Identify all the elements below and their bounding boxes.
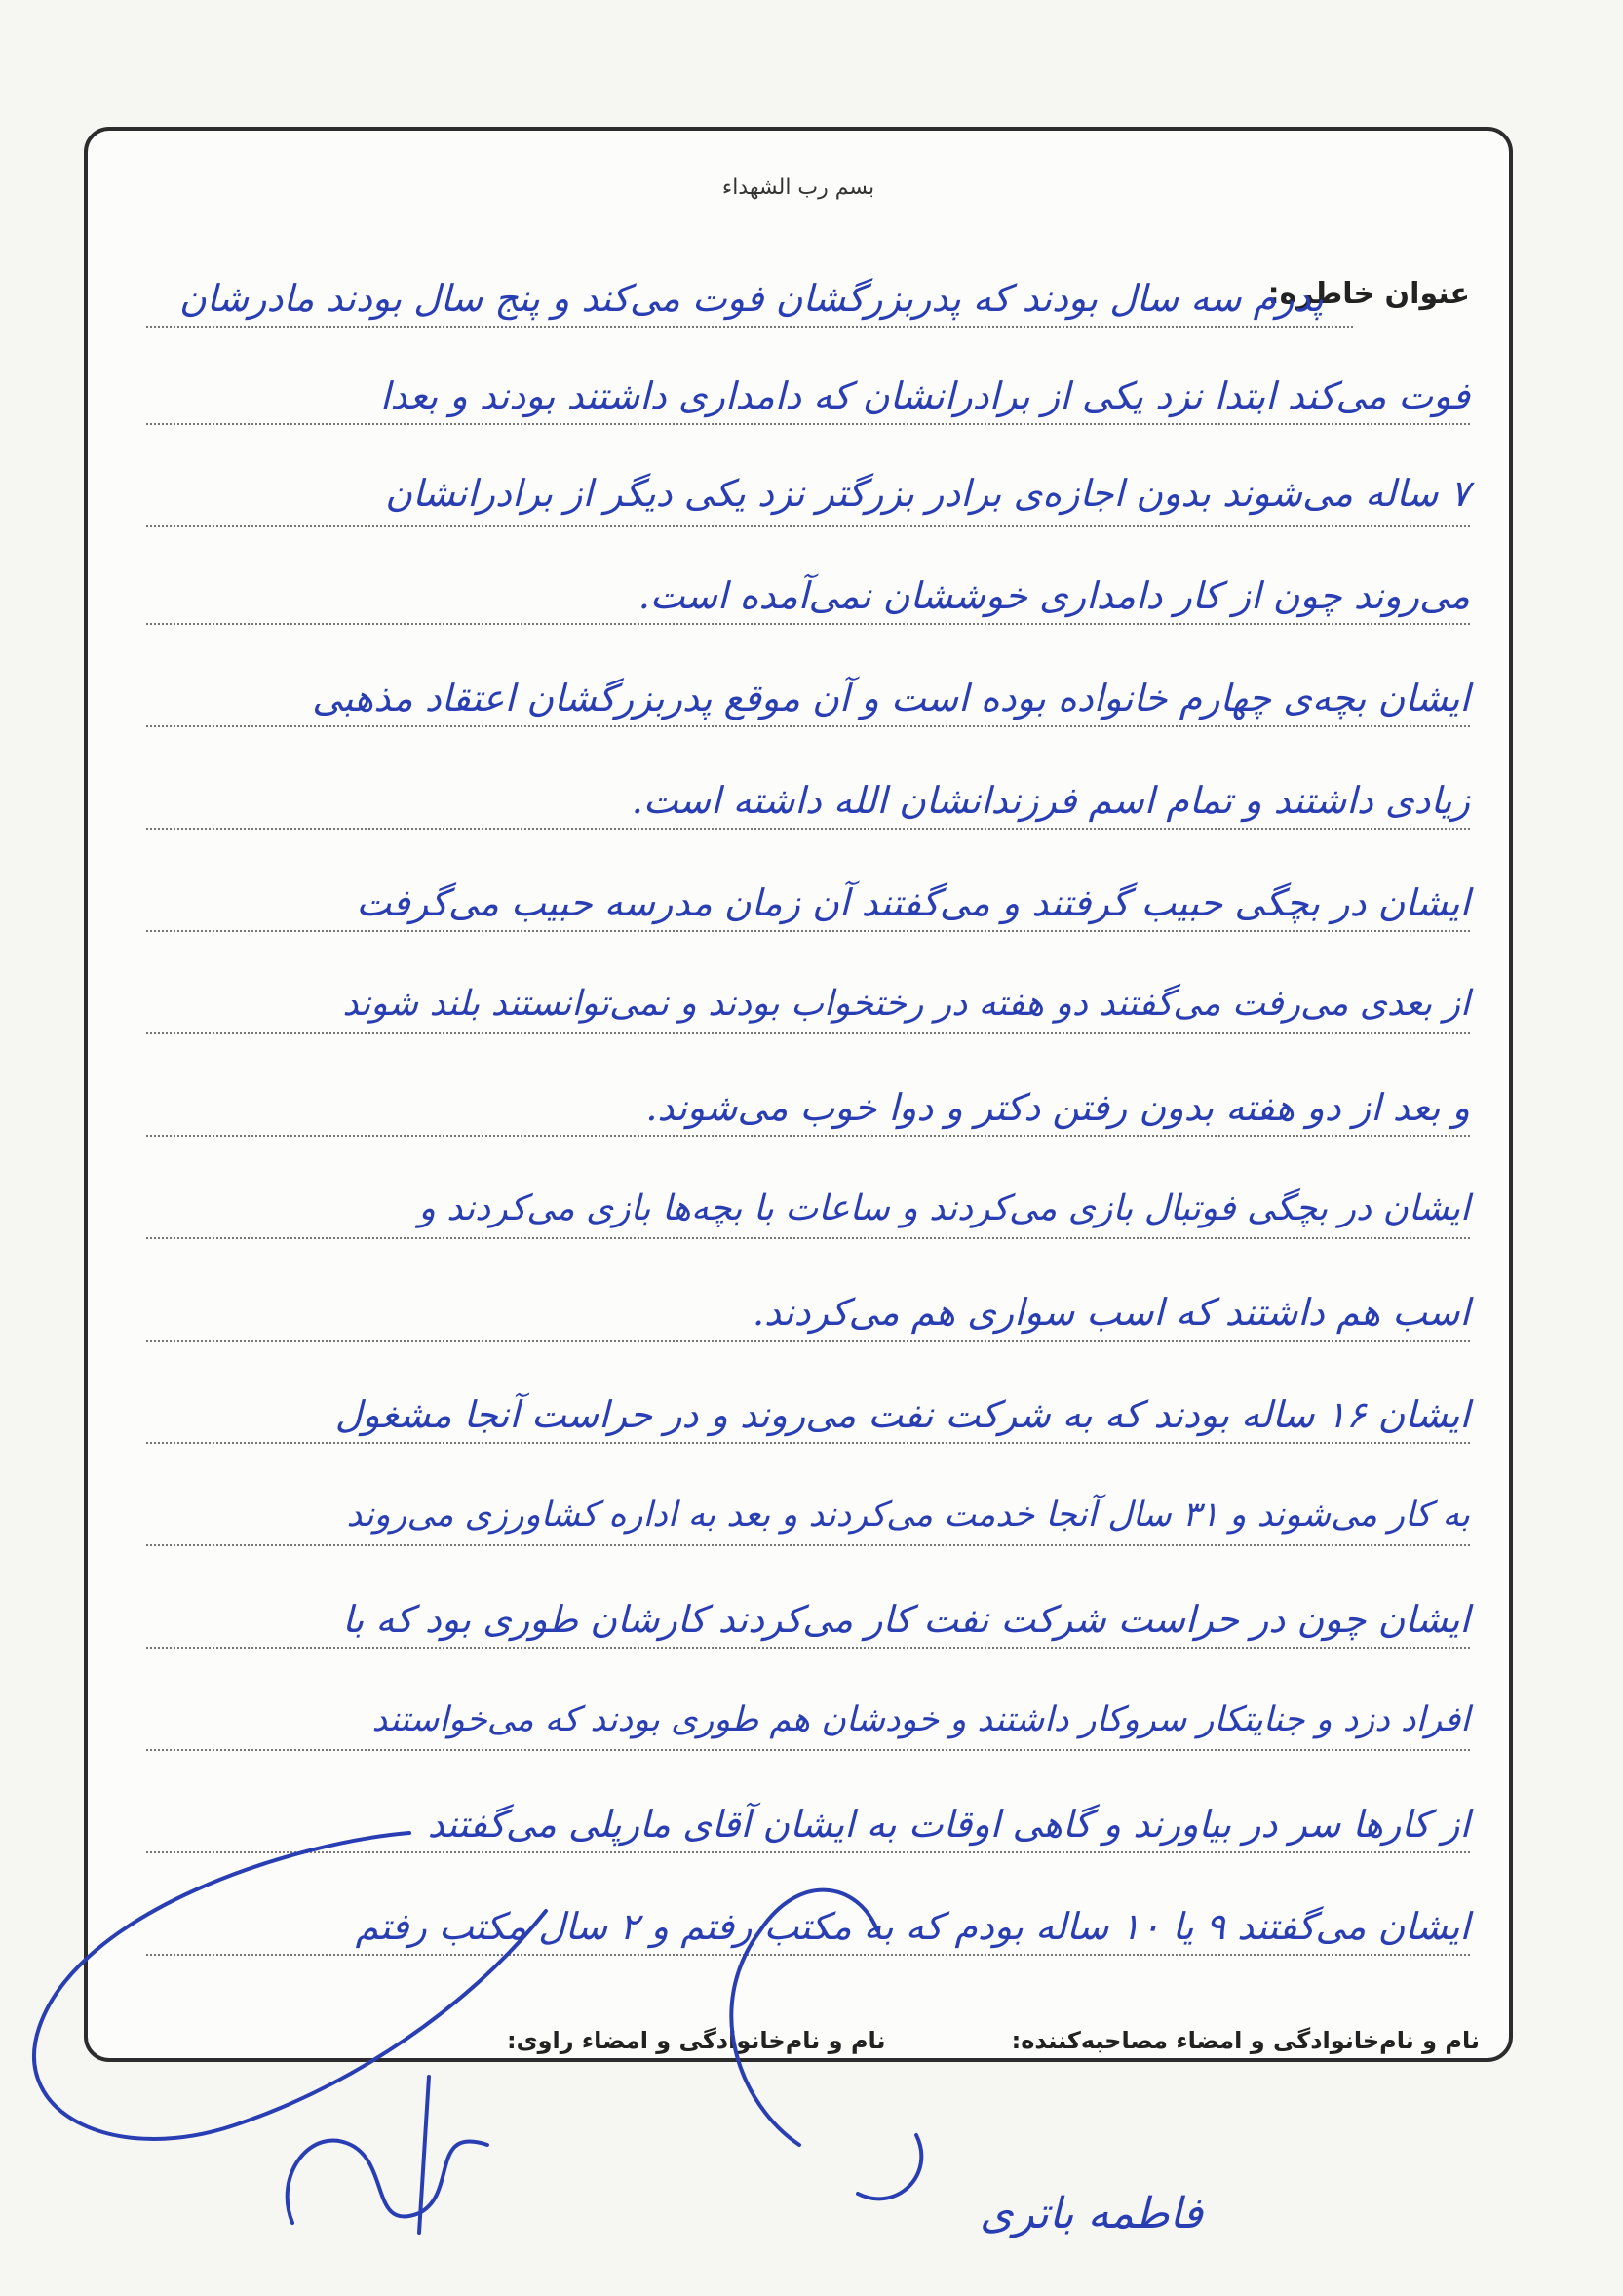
handwritten-line: زیادی داشتند و تمام اسم فرزندانشان الله داشته است. [631, 779, 1470, 822]
handwritten-line: افراد دزد و جنایتکار سروکار داشتند و خودشان هم طوری بودند که می‌خواستند [371, 1700, 1470, 1739]
handwritten-line: ایشان در بچگی حبیب گرفتند و می‌گفتند آن زمان مدرسه حبیب می‌گرفت [356, 881, 1470, 924]
handwritten-line: ایشان ۱۶ ساله بودند که به شرکت نفت می‌روند و در حراست آنجا مشغول [334, 1393, 1470, 1436]
handwritten-line: فوت می‌کند ابتدا نزد یکی از برادرانشان که دامداری داشتند بودند و بعدا [379, 374, 1470, 417]
handwritten-line: می‌روند چون از کار دامداری خوششان نمی‌آمده است. [638, 574, 1470, 617]
handwritten-line: از کارها سر در بیاورند و گاهی اوقات به ایشان آقای مارپلی می‌گفتند [427, 1803, 1470, 1846]
handwritten-line: به کار می‌شوند و ۳۱ سال آنجا خدمت می‌کردند و بعد به اداره کشاورزی می‌روند [346, 1496, 1470, 1535]
handwritten-line: ایشان بچه‌ی چهارم خانواده بوده است و آن موقع پدربزرگشان اعتقاد مذهبی [312, 677, 1470, 720]
handwritten-line: ایشان می‌گفتند ۹ یا ۱۰ ساله بودم که به مکتب رفتم و ۲ سال مکتب رفتم [355, 1905, 1470, 1948]
title-label: عنوان خاطره: [1267, 277, 1470, 311]
handwritten-line: اسب هم داشتند که اسب سواری هم می‌کردند. [752, 1291, 1470, 1334]
handwritten-line: ایشان چون در حراست شرکت نفت کار می‌کردند کارشان طوری بود که با [342, 1598, 1470, 1641]
handwritten-line: از بعدی می‌رفت می‌گفتند دو هفته در رختخواب بودند و نمی‌توانستند بلند شوند [342, 984, 1470, 1024]
interviewer-signature-name: فاطمه باتری [980, 2189, 1204, 2238]
handwritten-line: ایشان در بچگی فوتبال بازی می‌کردند و ساعات با بچه‌ها بازی می‌کردند و [418, 1188, 1470, 1228]
handwritten-line: ۷ ساله می‌شوند بدون اجازه‌ی برادر بزرگتر نزد یکی دیگر از برادرانشان [385, 472, 1470, 515]
interviewer-signature-label: نام و نام‌خانوادگی و امضاء مصاحبه‌کننده: [1011, 2027, 1480, 2054]
narrator-signature-label: نام و نام‌خانوادگی و امضاء راوی: [507, 2027, 886, 2054]
handwritten-line: پدرم سه سال بودند که پدربزرگشان فوت می‌کند و پنج سال بودند مادرشان [178, 277, 1324, 320]
form-header: بسم رب الشهداء [721, 175, 875, 200]
handwritten-line: و بعد از دو هفته بدون رفتن دکتر و دوا خوب می‌شوند. [645, 1086, 1470, 1129]
